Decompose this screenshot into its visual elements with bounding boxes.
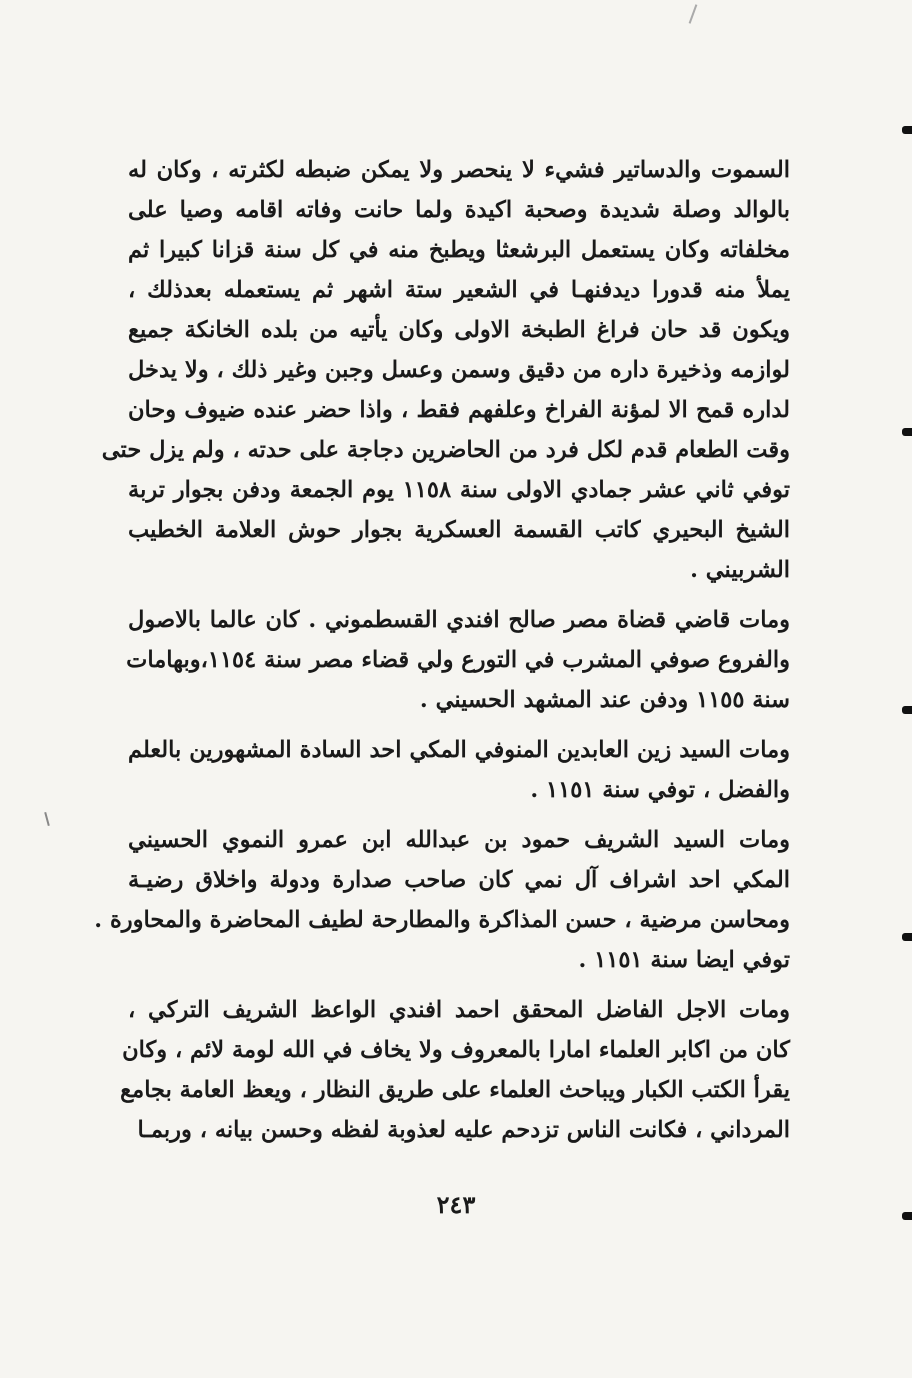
scan-stray-mark: [44, 812, 50, 826]
text-line: المكي احد اشراف آل نمي كان صاحب صدارة ودولة واخلاق رضيـة: [128, 867, 790, 893]
text-line: ومات قاضي قضاة مصر صالح افندي القسطموني . كان عالما بالاصول: [128, 607, 790, 633]
text-line: والفروع صوفي المشرب في التورع ولي قضاء مصر سنة ١١٥٤،وبهامات: [126, 647, 790, 673]
text-line: السموت والدساتير فشيء لا ينحصر ولا يمكن ضبطه لكثرته ، وكان له: [128, 157, 790, 183]
text-line: والفضل ، توفي سنة ١١٥١ .: [530, 777, 790, 803]
text-line: ومات الاجل الفاضل المحقق احمد افندي الواعظ الشريف التركي ،: [128, 997, 790, 1023]
text-line: المرداني ، فكانت الناس تزدحم عليه لعذوبة لفظه وحسن بيانه ، وربمـا: [137, 1117, 790, 1143]
text-line: الشربيني .: [690, 557, 790, 583]
text-line: توفي ثاني عشر جمادي الاولى سنة ١١٥٨ يوم الجمعة ودفن بجوار تربة: [128, 477, 790, 503]
text-line: لوازمه وذخيرة داره من دقيق وسمن وعسل وجبن وغير ذلك ، ولا يدخل: [128, 357, 790, 383]
text-line: الشيخ البحيري كاتب القسمة العسكرية بجوار حوش العلامة الخطيب: [128, 517, 790, 543]
paragraph: [128, 600, 790, 720]
scan-edge-mark: [902, 126, 912, 134]
text-line: لداره قمح الا لمؤنة الفراخ وعلفهم فقط ، واذا حضر عنده ضيوف وحان: [128, 397, 790, 423]
body-text: [94, 150, 790, 1160]
paragraph: [120, 990, 790, 1150]
scan-edge-mark: [902, 428, 912, 436]
paragraph: [94, 820, 790, 980]
page-number: ٢٤٣: [436, 1190, 476, 1219]
scan-edge-mark: [902, 1212, 912, 1220]
scan-edge-mark: [902, 933, 912, 941]
text-line: ومحاسن مرضية ، حسن المذاكرة والمطارحة لطيف المحاضرة والمحاورة .: [94, 907, 790, 933]
text-line: مخلفاته وكان يستعمل البرشعثا ويطبخ منه في كل سنة قزانا كبيرا ثم: [128, 237, 790, 263]
text-line: ومات السيد زين العابدين المنوفي المكي احد السادة المشهورين بالعلم: [128, 737, 790, 763]
scan-stray-mark: [689, 4, 698, 23]
text-line: وقت الطعام قدم لكل فرد من الحاضرين دجاجة على حدته ، ولم يزل حتى: [101, 437, 790, 463]
text-line: ويكون قد حان فراغ الطبخة الاولى وكان يأتيه من بلده الخانكة جميع: [128, 317, 790, 343]
text-line: ومات السيد الشريف حمود بن عبدالله ابن عمرو النموي الحسيني: [128, 827, 790, 853]
paragraph: [101, 150, 790, 590]
paragraph: [128, 730, 790, 810]
text-line: يملأ منه قدورا ديدفنهـا في الشعير ستة اشهر ثم يستعمله بعدذلك ،: [128, 277, 790, 303]
text-line: توفي ايضا سنة ١١٥١ .: [578, 947, 790, 973]
text-line: كان من اكابر العلماء امارا بالمعروف ولا يخاف في الله لومة لائم ، وكان: [122, 1037, 790, 1063]
text-line: يقرأ الكتب الكبار ويباحث العلماء على طريق النظار ، ويعظ العامة بجامع: [120, 1077, 790, 1103]
scan-edge-mark: [902, 706, 912, 714]
text-line: سنة ١١٥٥ ودفن عند المشهد الحسيني .: [419, 687, 790, 713]
text-line: بالوالد وصلة شديدة وصحبة اكيدة ولما حانت وفاته اقامه وصيا على: [128, 197, 790, 223]
